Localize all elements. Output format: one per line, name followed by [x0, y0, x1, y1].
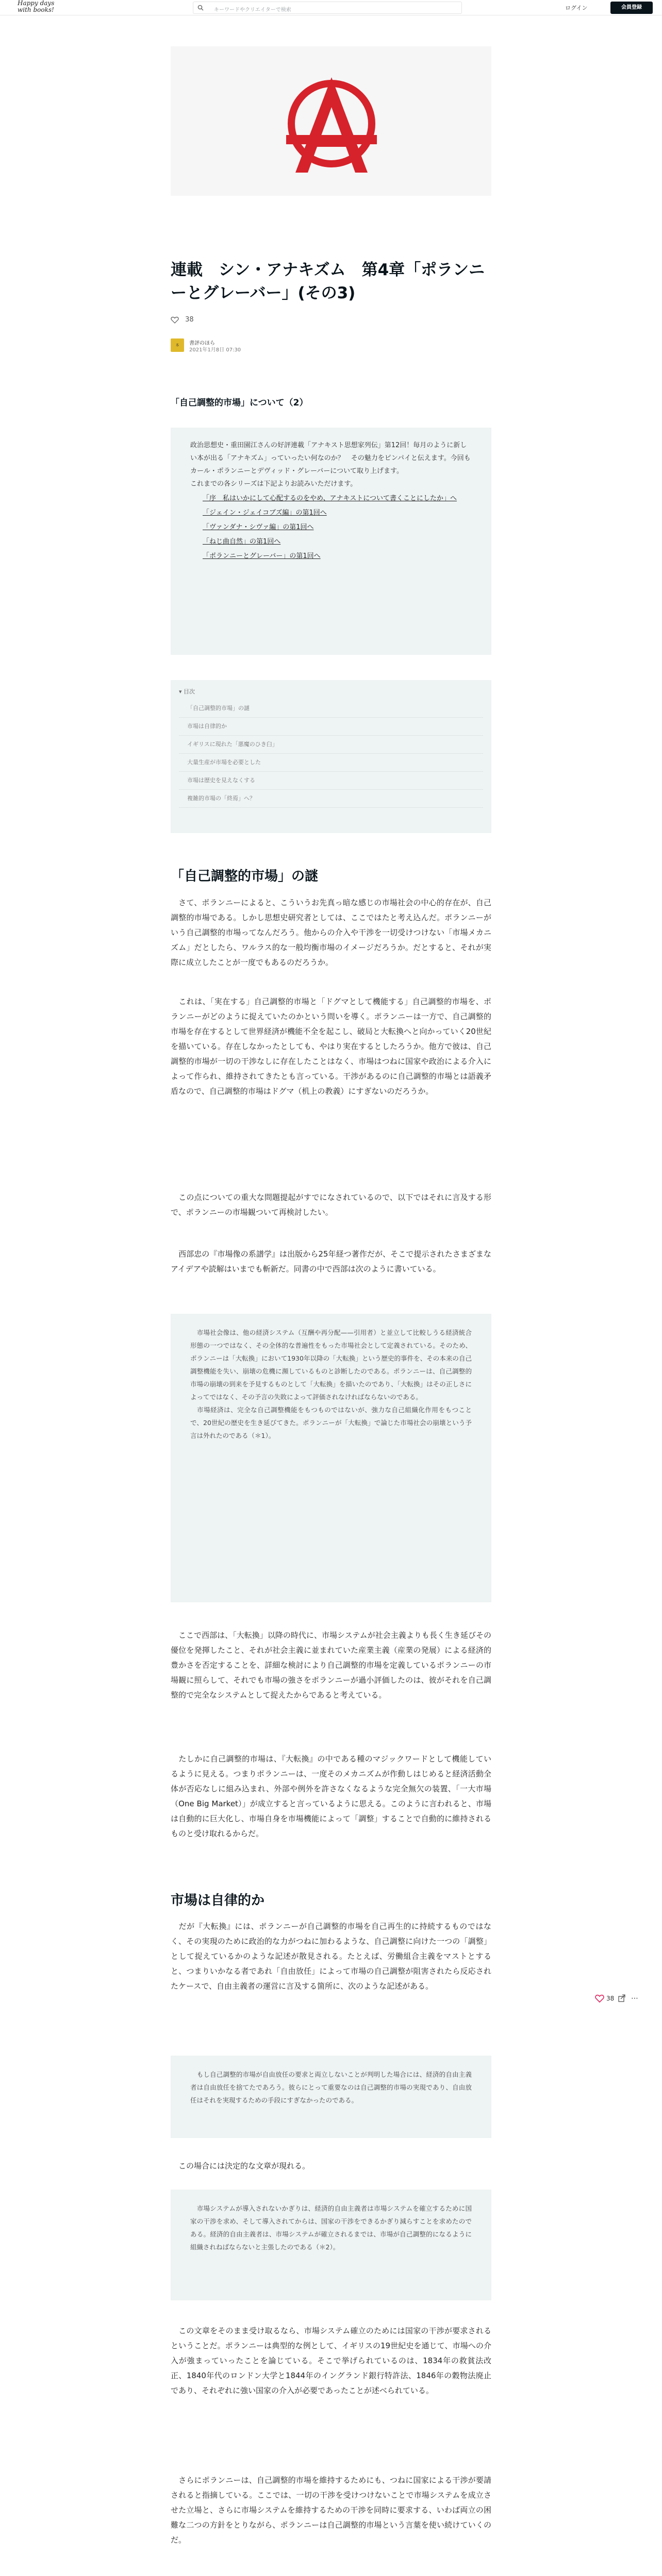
table-of-contents — [171, 680, 491, 833]
search-input[interactable] — [193, 2, 462, 14]
series-link-nature[interactable]: 「ねじ曲自然」の第1回へ — [203, 538, 281, 546]
body-paragraph: この文章をそのまま受け取るなら、市場システム確立のためには国家の干渉が要求されるということだ。ポランニーは典型的な例として、イギリスの19世紀史を通じて、市場への介入が強まっていったことを論じている。そこで挙げられているのは、1834年の救貧法改正、1840年代のロンドン大学と1844年のイングランド銀行特許法、1846年の穀物法廃止であり、それぞれに強い国家の介入が必要であったことが述べられている。 — [171, 2326, 491, 2395]
toc-item[interactable]: 複雑的市場の「終焉」へ？ — [179, 790, 483, 808]
anarchy-symbol-image — [280, 72, 383, 175]
site-logo[interactable]: Happy days with books! — [18, 0, 55, 13]
block-quote: 市場社会像は、他の経済システム（互酬や再分配——引用者）と並立して比較しうる経済統合形態の一つではなく、その全体的な普遍性をもった市場社会として定義されている。そのため、ポランニーは「大転換」において1930年以降の「大転換」という歴史的事件を、その本来の自己調整機能を失い、崩壊の危機に瀕しているものと診断したのである。ポランニーは、自己調整的市場の崩壊の到来を予見するものとして「大転換」を描いたのであり、「大転換」はその正しさによってではなく、その予言の失敗によって評価されなければならないのである。 市場経済は、完全な自己調整機能をもつものではないが、強力な自己組織化作用をもつことで、20世紀の歴史を生き延びてきた。ポランニーが「大転換」で論じた市場社会の崩壊という予言は外れたのである（＊1）。 — [171, 1314, 491, 1602]
toc-item[interactable]: 市場は自律的か — [179, 718, 483, 736]
block-quote: もし自己調整的市場が自由放任の要求と両立しないことが判明した場合には、経済的自由主義者は自由放任を捨てたであろう。彼らにとって重要なのは自己調整的市場の実現であり、自由放任はそれを実現するための手段にすぎなかったのである。 — [171, 2056, 491, 2138]
series-intro-box — [171, 428, 491, 655]
more-options-icon[interactable]: ⋯ — [631, 1994, 638, 2003]
floating-like-count: 38 — [606, 1995, 615, 2002]
section-heading: 市場は自律的か — [171, 1893, 265, 1908]
heart-icon[interactable] — [595, 1994, 604, 2003]
toc-item[interactable]: イギリスに現れた「悪魔のひき臼」 — [179, 736, 483, 754]
toc-item[interactable]: 「自己調整的市場」の謎 — [179, 700, 483, 718]
series-link-jacobs[interactable]: 「ジェイン・ジェイコブズ編」の第1回へ — [203, 509, 327, 517]
toc-heading[interactable]: ▾ 目次 — [179, 688, 195, 695]
publish-date: 2021年1月8日 07:30 — [189, 347, 241, 353]
lead-heading: 「自己調整的市場」について（2） — [171, 398, 308, 408]
body-paragraph: だが『大転換』には、ポランニーが自己調整的市場を自己再生的に持続するものではなく、その実現のために政治的な力がつねに加わるような、自己調整に向けた一つの「調整」として捉えているかのような記述が散見される。たとえば、労働組合主義をマストとすると、つまりいかなる者であれ「自由放任」によって市場の自己調整が阻害されたら反応されたケースで、自由主義者の運営に言及する箇所に、次のような記述がある。 — [171, 1922, 491, 1991]
body-paragraph: さらにポランニーは、自己調整的市場を維持するためにも、つねに国家による干渉が要請されると指摘している。ここでは、一切の干渉を受けつけないことで市場システムを成立させた立場と、さらに市場システムを維持するための干渉を同時に要求する、いわば両立の困難な二つの方針をとりながら、ポランニーは自己調整的市場という言葉を使い続けていくのだ。 — [171, 2476, 491, 2545]
block-quote: 市場システムが導入されないかぎりは、経済的自由主義者は市場システムを確立するために国家の干渉を求め、そして導入されてからは、国家の干渉をできるかぎり減らすことを求めたのである。経済的自由主義者は、市場システムが確立されるまでは、市場が自己調整的になるように組織されねばならないと主張したのである（＊2）。 — [171, 2190, 491, 2300]
heart-icon — [171, 316, 179, 324]
author-name[interactable]: 書評のほら — [189, 341, 215, 346]
section-heading: 「自己調整的市場」の謎 — [171, 869, 319, 884]
body-paragraph: これは、「実在する」自己調整的市場と「ドグマとして機能する」自己調整的市場を、ポランニーがどのように捉えていたのかという問いを導く。ポランニーは一方で、自己調整的市場を存在するとして世界経済が機能不全を起こし、破局と大転換へと向かっていく20世紀を描いている。存在しなかったとしても、やはり実在するとしたろうか。他方で彼は、自己調整的市場が一切の干渉なしに存在したことはなく、市場はつねに国家や政治による介入によって作られ、維持されてきたとも言っている。干渉があるのに自己調整的市場とは語義矛盾なので、自己調整的市場はドグマ（机上の教義）にすぎないのだろうか。 — [171, 997, 491, 1096]
article-title: 連載 シン・アナキズム 第4章「ポランニーとグレーバー」(その3) — [171, 261, 485, 302]
body-paragraph: たしかに自己調整的市場は、『大転換』の中である種のマジックワードとして機能しているように見える。つまりポランニーは、一度そのメカニズムが作動しはじめると経済活動全体が否応なしに組み込まれ、外部や例外を許さなくなるような完全無欠の装置、「一大市場（One Big Market）」が成立すると言っているように思える。このように言われると、市場は自動的に巨大化し、市場自身を市場機能によって「調整」することで自動的に維持されるものと受け取れるからだ。 — [171, 1754, 491, 1838]
like-button[interactable] — [171, 316, 194, 324]
signup-button[interactable]: 会員登録 — [610, 2, 653, 14]
series-links — [190, 492, 472, 564]
toc-item[interactable]: 市場は歴史を見えなくする — [179, 772, 483, 790]
search-placeholder: キーワードやクリエイターで検索 — [214, 7, 291, 13]
intro-text: 政治思想史・重田園江さんの好評連載「アナキスト思想家列伝」第12回！毎月のように新しい本が出る「アナキズム」っていったい何なのか？ その魅力をピンパイと伝えます。今回もカール・ポランニーとデヴィッド・グレーバーについて取り上げます。 これまでの各シリーズは下記よりお読みいただけます。 — [190, 442, 471, 488]
share-icon[interactable] — [618, 1994, 626, 2003]
series-link-polanyi[interactable]: 「ポランニーとグレーバー」の第1回へ — [203, 552, 321, 560]
hero-image — [171, 46, 491, 196]
body-paragraph: ここで西部は、「大転換」以降の時代に、市場システムが社会主義よりも長く生き延びその優位を発揮したこと、それが社会主義に並まれていた産業主義（産業の発展）による経済的豊かさを否定することを、詳細な検討により自己調整的市場を定義しているポランニーの市場観に照らして、それでも市場の強さをポランニーが過小評価したのは、彼がそれを自己調整的で完全なシステムとして捉えたからであると考えている。 — [171, 1631, 491, 1700]
search-icon — [197, 5, 204, 11]
body-paragraph: さて、ポランニーによると、こういうお先真っ暗な感じの市場社会の中心的存在が、自己調整的市場である。しかし思想史研究者としては、ここではたと考え込んだ。ポランニーがいう自己調整的市場ってなんだろう。他からの介入や干渉を一切受けつけない「市場メカニズム」だとしたら、ワルラス的な一般均衡市場のイメージだろうか。だとすると、それが実際に成立したことが一度でもあるのだろうか。 — [171, 898, 491, 967]
body-paragraph: この点についての重大な問題提起がすでになされているので、以下ではそれに言及する形で、ポランニーの市場観ついて再検討したい。 — [171, 1193, 491, 1217]
floating-action-bar — [588, 1990, 644, 2008]
series-link-shiva[interactable]: 「ヴァンダナ・シヴァ編」の第1回へ — [203, 523, 314, 531]
avatar[interactable]: 本 — [171, 338, 184, 352]
body-paragraph: この場合には決定的な文章が現れる。 — [171, 2161, 310, 2171]
login-link[interactable]: ログイン — [565, 5, 588, 11]
series-link-prologue[interactable]: 「序 私はいかにして心配するのをやめ、アナキストについて書くことにしたか」へ — [203, 495, 457, 502]
like-count: 38 — [185, 316, 194, 324]
top-bar — [0, 0, 662, 15]
body-paragraph: 西部忠の『市場像の系譜学』は出版から25年経つ著作だが、そこで提示されたさまざまなアイデアや読解はいまでも斬新だ。同書の中で西部は次のように書いている。 — [171, 1249, 491, 1274]
toc-item[interactable]: 大量生産が市場を必要とした — [179, 754, 483, 772]
